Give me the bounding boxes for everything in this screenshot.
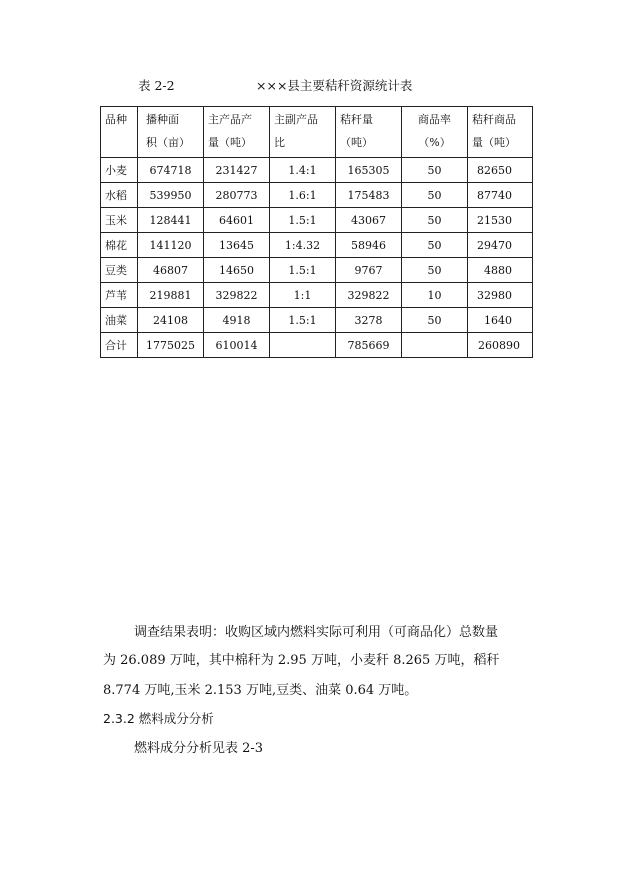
cell-straw: 175483: [336, 183, 402, 208]
cell-straw: 9767: [336, 258, 402, 283]
cell-straw: 3278: [336, 308, 402, 333]
cell-ratio: 1.5:1: [270, 308, 336, 333]
cell-main-output: 13645: [204, 233, 270, 258]
cell-main-output: 231427: [204, 158, 270, 183]
header-cell: 播种面 积（亩）: [138, 107, 204, 158]
cell-commodity: 32980: [468, 283, 533, 308]
cell-area: 24108: [138, 308, 204, 333]
cell-area: 141120: [138, 233, 204, 258]
cell-area: 46807: [138, 258, 204, 283]
cell-main-output: 280773: [204, 183, 270, 208]
cell-straw: 165305: [336, 158, 402, 183]
cell-straw: 785669: [336, 333, 402, 358]
cell-rate: 50: [402, 158, 468, 183]
cell-straw: 43067: [336, 208, 402, 233]
crop-name: 小麦: [101, 158, 138, 183]
cell-area: 219881: [138, 283, 204, 308]
cell-commodity: 260890: [468, 333, 533, 358]
cell-rate: [402, 333, 468, 358]
cell-commodity: 1640: [468, 308, 533, 333]
table-row: [101, 233, 533, 258]
table-caption-label: 表 2-2: [138, 78, 175, 93]
header-cell: 秸秆量 （吨）: [336, 107, 402, 158]
header-cell: 商品率 （%）: [402, 107, 468, 158]
crop-name: 豆类: [101, 258, 138, 283]
table-row: [101, 208, 533, 233]
cell-commodity: 21530: [468, 208, 533, 233]
cell-main-output: 4918: [204, 308, 270, 333]
cell-ratio: 1.5:1: [270, 208, 336, 233]
cell-area: 539950: [138, 183, 204, 208]
table-header-row: [101, 107, 533, 158]
cell-ratio: 1:4.32: [270, 233, 336, 258]
crop-name: 棉花: [101, 233, 138, 258]
table-row: [101, 183, 533, 208]
cell-main-output: 610014: [204, 333, 270, 358]
table-row: [101, 283, 533, 308]
table-row: [101, 158, 533, 183]
cell-commodity: 4880: [468, 258, 533, 283]
crop-name: 水稻: [101, 183, 138, 208]
cell-main-output: 14650: [204, 258, 270, 283]
table-caption-title: ×××县主要秸秆资源统计表: [256, 78, 413, 93]
cell-rate: 50: [402, 308, 468, 333]
cell-straw: 329822: [336, 283, 402, 308]
header-cell: 品种: [101, 107, 138, 158]
cell-rate: 10: [402, 283, 468, 308]
header-cell: 秸秆商品 量（吨）: [468, 107, 533, 158]
cell-area: 1775025: [138, 333, 204, 358]
cell-rate: 50: [402, 258, 468, 283]
cell-commodity: 82650: [468, 158, 533, 183]
straw-resource-table: [100, 106, 533, 358]
cell-area: 674718: [138, 158, 204, 183]
crop-name: 芦苇: [101, 283, 138, 308]
cell-area: 128441: [138, 208, 204, 233]
cell-rate: 50: [402, 183, 468, 208]
paragraph-line: 调查结果表明：收购区域内燃料实际可利用（可商品化）总数量: [134, 625, 499, 640]
cell-ratio: 1.5:1: [270, 258, 336, 283]
cell-commodity: 29470: [468, 233, 533, 258]
cell-ratio: 1:1: [270, 283, 336, 308]
cell-straw: 58946: [336, 233, 402, 258]
crop-name: 合计: [101, 333, 138, 358]
crop-name: 玉米: [101, 208, 138, 233]
header-cell: 主产品产 量（吨）: [204, 107, 270, 158]
table-row: [101, 258, 533, 283]
cell-rate: 50: [402, 208, 468, 233]
cell-commodity: 87740: [468, 183, 533, 208]
table-total-row: [101, 333, 533, 358]
paragraph-line: 为 26.089 万吨，其中棉秆为 2.95 万吨，小麦秆 8.265 万吨，稻秆: [103, 653, 500, 668]
cell-ratio: 1.4:1: [270, 158, 336, 183]
cell-rate: 50: [402, 233, 468, 258]
cell-main-output: 64601: [204, 208, 270, 233]
cell-ratio: [270, 333, 336, 358]
cell-main-output: 329822: [204, 283, 270, 308]
table-row: [101, 308, 533, 333]
header-cell: 主副产品 比: [270, 107, 336, 158]
crop-name: 油菜: [101, 308, 138, 333]
paragraph-line: 燃料成分分析见表 2-3: [134, 741, 264, 756]
paragraph-line: 8.774 万吨,玉米 2.153 万吨,豆类、油菜 0.64 万吨。: [103, 683, 418, 698]
section-heading: 2.3.2 燃料成分分析: [103, 711, 214, 726]
cell-ratio: 1.6:1: [270, 183, 336, 208]
